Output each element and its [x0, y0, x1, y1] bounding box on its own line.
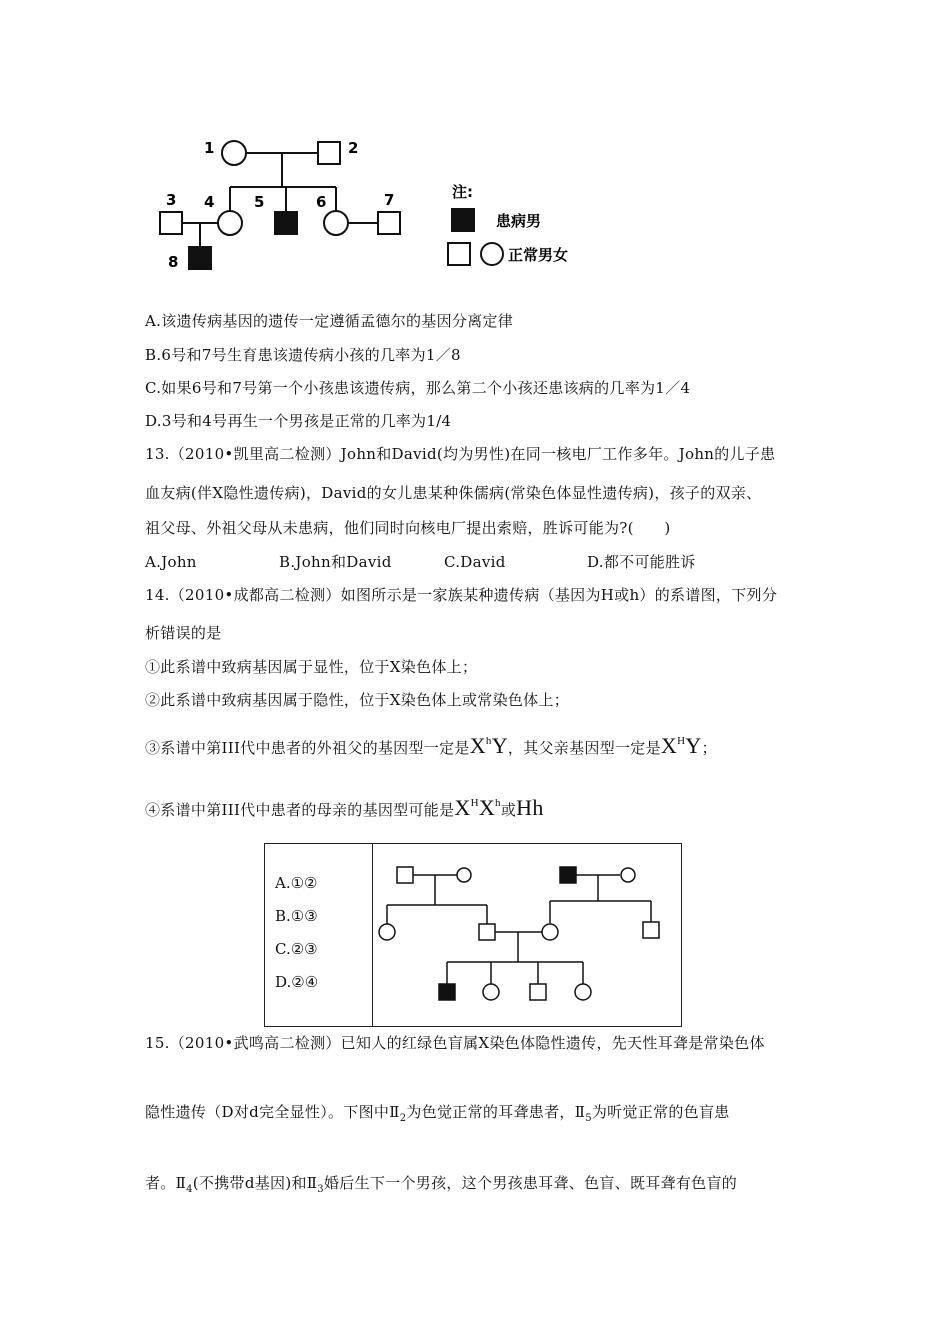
- genotype-x: X: [478, 795, 496, 820]
- person-5: [275, 212, 297, 234]
- label-4: 4: [204, 193, 215, 211]
- p2-gen2-male-right: [643, 922, 659, 938]
- q14-item-4-or: 或: [500, 801, 517, 819]
- q12-option-d: D.3号和4号再生一个男孩是正常的几率为1/4: [145, 412, 452, 430]
- q15-line-1: 15.（2010•武鸣高二检测）已知人的红绿色盲属X染色体隐性遗传，先天性耳聋是常染色体: [145, 1034, 765, 1052]
- label-2: 2: [348, 139, 359, 157]
- genotype-x: X: [469, 733, 486, 758]
- q14-item-2: ②此系谱中致病基因属于隐性，位于X染色体上或常染色体上；: [145, 691, 570, 709]
- genotype-y: Y: [491, 733, 508, 758]
- q13-option-d: D.都不可能胜诉: [587, 553, 696, 571]
- label-7: 7: [384, 191, 395, 209]
- subscript: 4: [186, 1184, 193, 1195]
- label-5: 5: [254, 193, 265, 211]
- legend-affected-male-label: 患病男: [496, 212, 542, 230]
- q13-line-2: 血友病(伴X隐性遗传病)，David的女儿患某种侏儒病(常染色体显性遗传病)，孩子的双亲、: [145, 484, 762, 502]
- q14-options-column: [265, 844, 373, 1026]
- p2-gen3-female-2: [575, 984, 591, 1000]
- genotype-hh: Hh: [516, 795, 544, 820]
- p2-gen1-female-right: [621, 868, 635, 882]
- q12-option-c: C.如果6号和7号第一个小孩患该遗传病，那么第二个小孩还患该病的几率为1／4: [145, 379, 691, 397]
- pedigree-figure-1: [140, 125, 590, 285]
- legend-title: 注:: [452, 183, 473, 201]
- q14-option-b: B.①③: [275, 907, 318, 925]
- label-6: 6: [316, 193, 327, 211]
- q13-line-1: 13.（2010•凯里高二检测）John和David(均为男性)在同一核电厂工作多年。John的儿子患: [145, 445, 776, 463]
- label-1: 1: [204, 139, 215, 157]
- q14-option-a: A.①②: [275, 874, 318, 892]
- legend-normal-label: 正常男女: [508, 246, 569, 264]
- q14-option-d: D.②④: [275, 973, 319, 991]
- p2-gen3-female-1: [483, 984, 499, 1000]
- allele-sup: h: [485, 735, 492, 747]
- p2-gen3-male: [530, 984, 546, 1000]
- p2-gen2-female-center: [542, 924, 558, 940]
- q14-item-4: [145, 795, 544, 821]
- p2-gen1-male-left: [397, 867, 413, 883]
- q14-option-c: C.②③: [275, 940, 318, 958]
- q12-option-a: A.该遗传病基因的遗传一定遵循孟德尔的基因分离定律: [145, 312, 514, 330]
- pedigree-figure-2: [373, 844, 681, 1026]
- q13-options: [145, 551, 696, 572]
- legend-normal-male-symbol: [448, 243, 470, 265]
- q15-line-3-a: 者。Ⅱ: [145, 1174, 187, 1192]
- q12-option-b: B.6号和7号生育患该遗传病小孩的几率为1／8: [145, 346, 461, 364]
- q15-line-2-b: 为色觉正常的耳聋患者，Ⅱ: [406, 1103, 586, 1121]
- person-2: [318, 142, 340, 164]
- q14-item-3-suffix: ；: [701, 739, 717, 757]
- q15-line-2-c: 为听觉正常的色盲患: [591, 1103, 730, 1121]
- q15-line-3: [145, 1172, 737, 1195]
- q14-line-1: 14.（2010•成都高二检测）如图所示是一家族某种遗传病（基因为H或h）的系谱图，下列分: [145, 586, 778, 604]
- q15-line-3-b: (不携带d基因)和Ⅱ: [192, 1174, 318, 1192]
- genotype-x: X: [454, 795, 471, 820]
- q15-line-3-c: 婚后生下一个男孩，这个男孩患耳聋、色盲、既耳聋有色盲的: [323, 1174, 738, 1192]
- allele-sup: H: [470, 797, 479, 809]
- subscript: 3: [317, 1184, 324, 1195]
- q13-option-c: C.David: [444, 553, 506, 571]
- subscript: 5: [585, 1113, 592, 1124]
- p2-gen2-female-left: [379, 924, 395, 940]
- person-3: [160, 212, 182, 234]
- person-6: [324, 211, 348, 235]
- p2-gen1-female-left: [457, 868, 471, 882]
- q14-line-2: 析错误的是: [145, 624, 222, 642]
- q15-line-2-a: 隐性遗传（D对d完全显性）。下图中Ⅱ: [145, 1103, 400, 1121]
- p2-gen2-male-center: [479, 924, 495, 940]
- allele-sup: H: [677, 735, 686, 747]
- q14-options-box: [264, 843, 682, 1027]
- label-3: 3: [166, 191, 177, 209]
- p2-gen3-affected-male: [439, 984, 455, 1000]
- q13-line-3: 祖父母、外祖父母从未患病，他们同时向核电厂提出索赔，胜诉可能为?( ): [145, 519, 671, 537]
- p2-gen1-affected-male-right: [560, 867, 576, 883]
- q13-option-b: B.John和David: [279, 553, 392, 571]
- person-7: [378, 212, 400, 234]
- legend-affected-male-symbol: [452, 209, 474, 231]
- q14-item-1: ①此系谱中致病基因属于显性，位于X染色体上；: [145, 658, 478, 676]
- legend-normal-female-symbol: [481, 243, 503, 265]
- person-8: [189, 247, 211, 269]
- q13-option-a: A.John: [145, 553, 197, 571]
- q14-item-4-prefix: ④系谱中第III代中患者的母亲的基因型可能是: [145, 801, 455, 819]
- q14-item-3-mid: ，其父亲基因型一定是: [507, 739, 661, 757]
- person-1: [222, 141, 246, 165]
- q14-item-3: [145, 733, 717, 759]
- subscript: 2: [399, 1113, 407, 1124]
- q14-item-3-prefix: ③系谱中第III代中患者的外祖父的基因型一定是: [145, 739, 470, 757]
- q15-line-2: [145, 1101, 730, 1124]
- label-8: 8: [168, 253, 179, 271]
- genotype-y: Y: [685, 733, 702, 758]
- person-4: [218, 211, 242, 235]
- genotype-x: X: [660, 733, 678, 758]
- allele-sup: h: [495, 797, 501, 809]
